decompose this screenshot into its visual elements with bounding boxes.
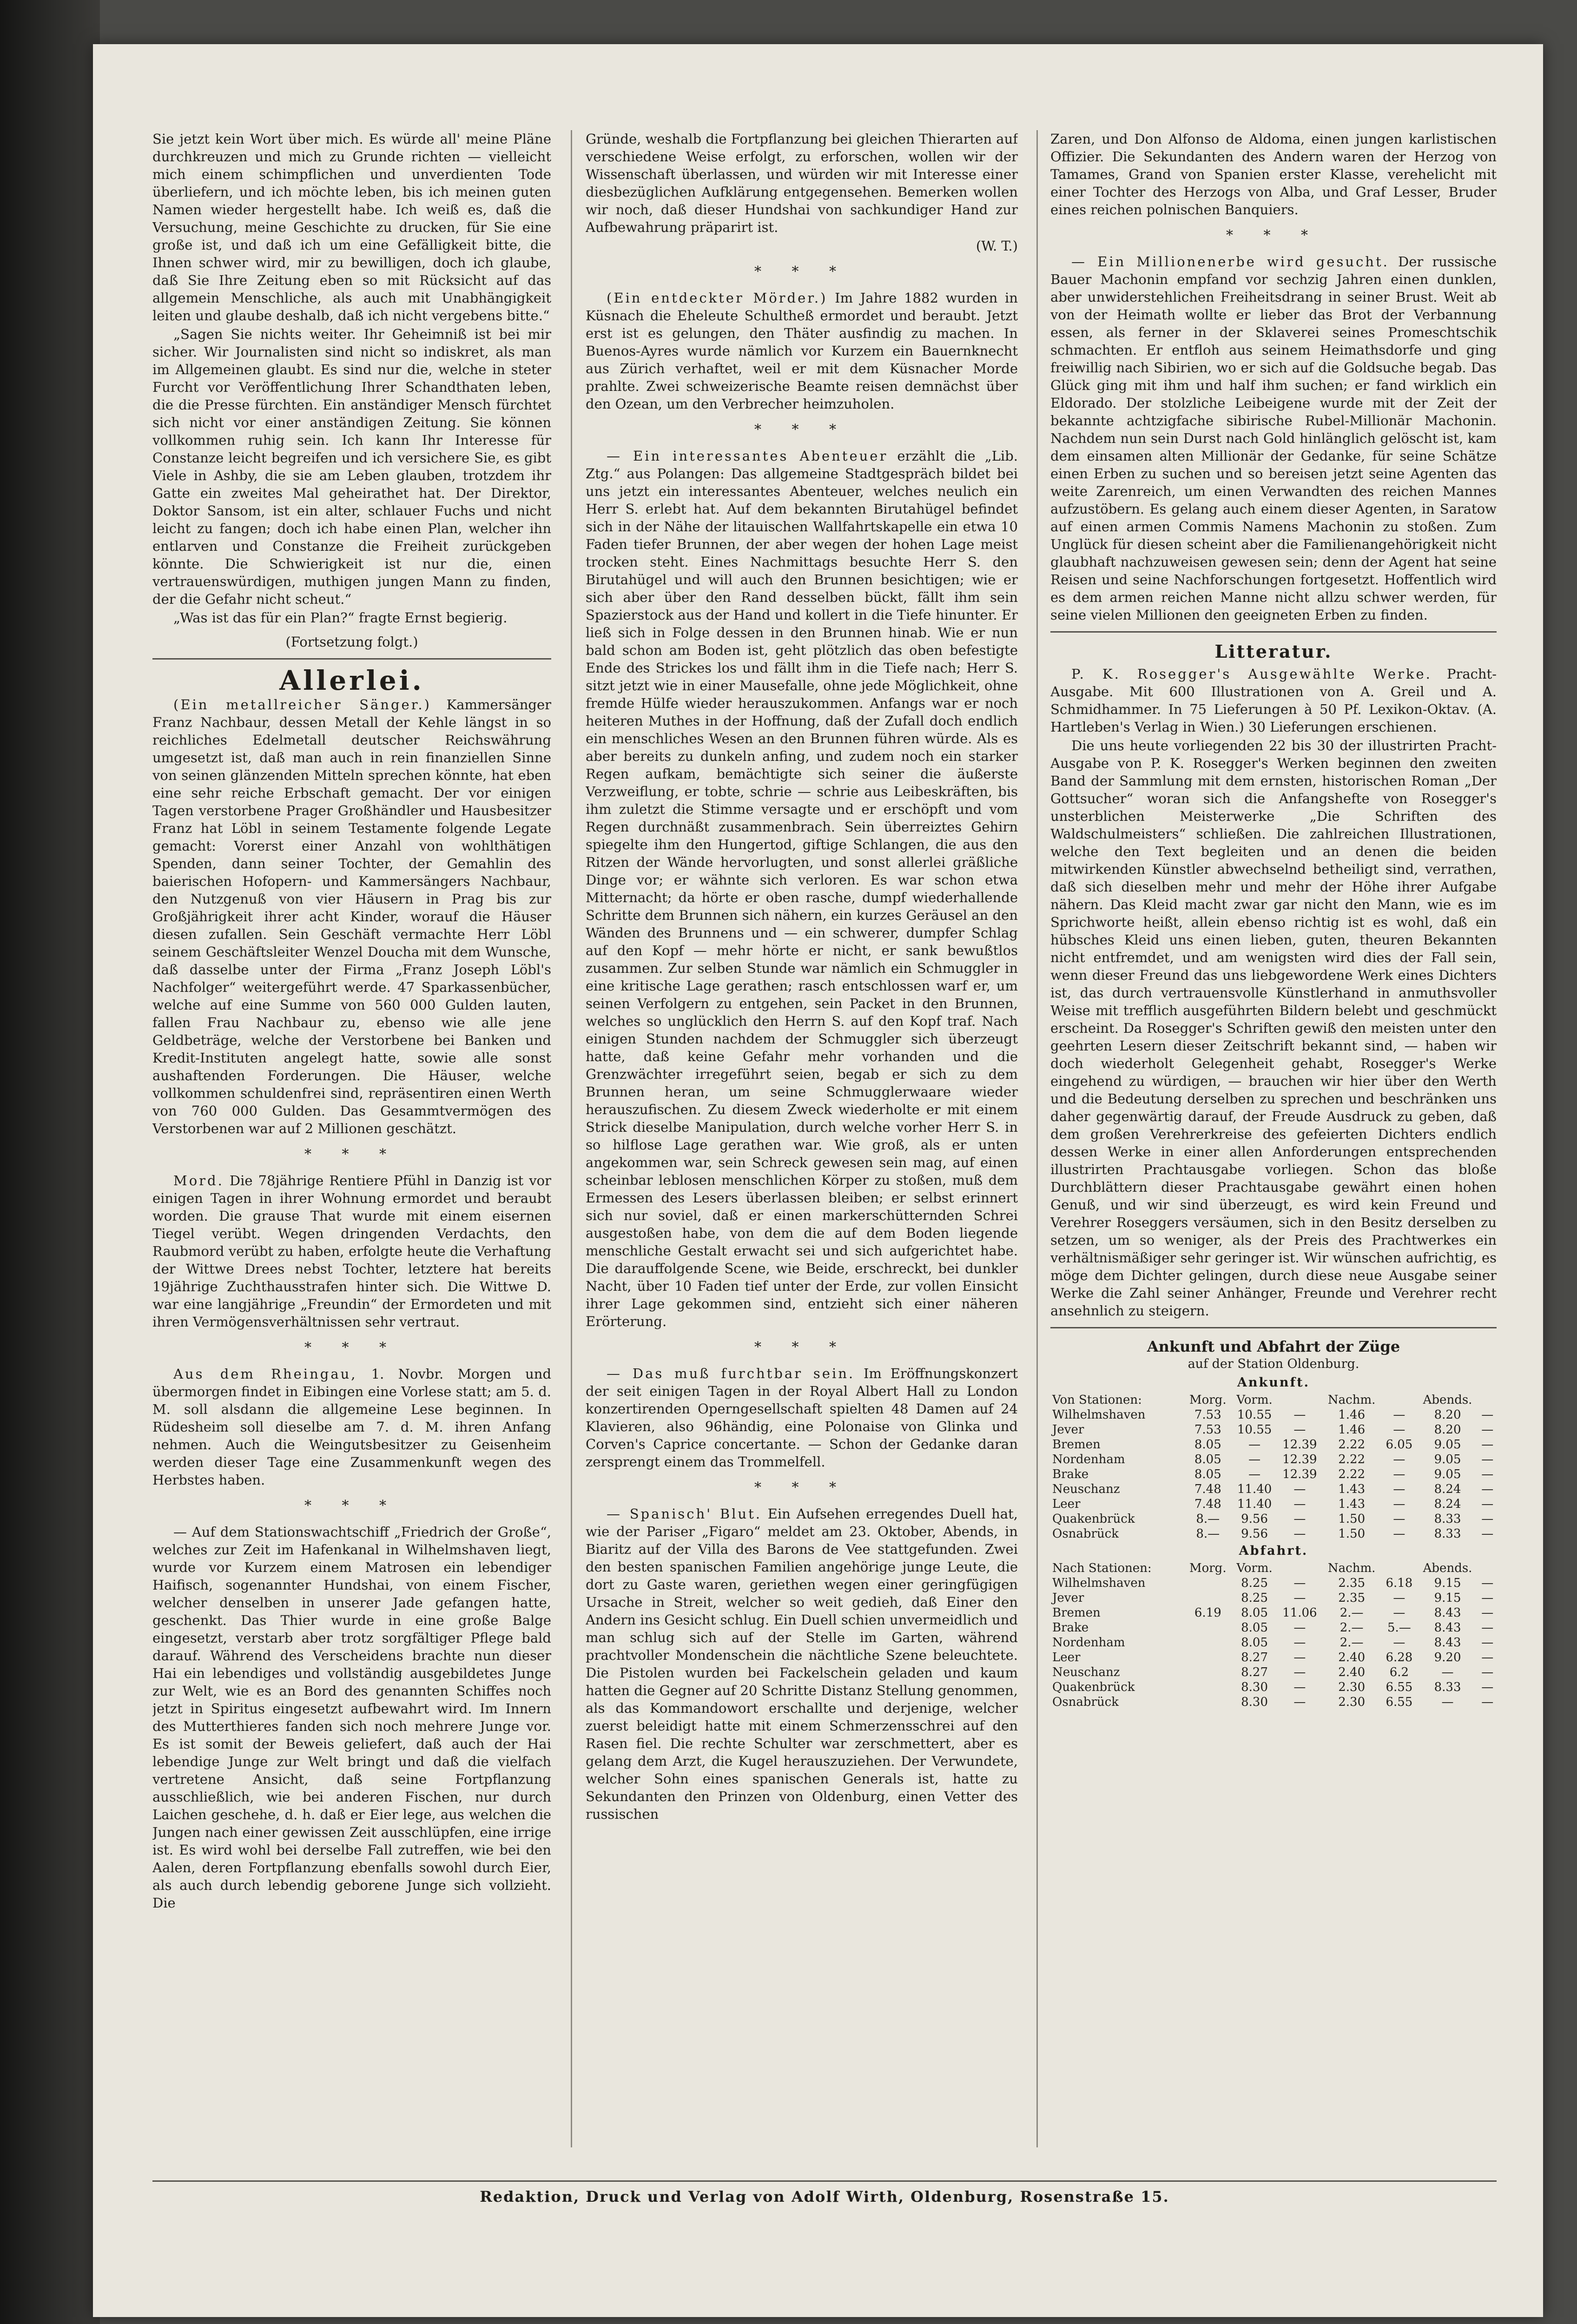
train-time: Morg.	[1189, 1561, 1227, 1575]
train-time: 8.05	[1194, 1467, 1221, 1481]
station-name: Leer	[1052, 1651, 1081, 1664]
train-time: 8.33	[1434, 1680, 1461, 1694]
train-time: 2.22	[1338, 1438, 1366, 1452]
article-headline: — Das muß furchtbar sein.	[607, 1366, 855, 1381]
train-time: —	[1481, 1438, 1494, 1452]
divider	[1050, 631, 1497, 633]
article-body: Im Eröffnungskonzert der seit einigen Tagen in der Royal Albert Hall zu London konzertirenden Operngesellschaft spielten 48 Damen auf 24 Klavieren, also 96händig, eine Polonaise von Glinka und Corven's Caprice concertante. — Schon der Gedanke daran zersprengt einem das Trommelfell.	[586, 1366, 1018, 1470]
train-time: 8.33	[1434, 1527, 1461, 1541]
train-time	[1184, 1695, 1232, 1710]
timetable-row	[1050, 1526, 1497, 1541]
station-name: Quakenbrück	[1052, 1680, 1135, 1694]
train-time: 2.—	[1339, 1636, 1364, 1650]
train-time: 6.05	[1386, 1438, 1413, 1452]
train-time: —	[1293, 1423, 1306, 1437]
train-time: —	[1293, 1651, 1306, 1664]
imprint-footer: Redaktion, Druck und Verlag von Adolf Wirth, Oldenburg, Rosenstraße 15.	[480, 2188, 1169, 2205]
train-time	[1478, 1393, 1497, 1407]
timetable-row	[1050, 1605, 1497, 1620]
train-time: —	[1293, 1497, 1306, 1511]
train-time	[1184, 1650, 1232, 1665]
station-name: Quakenbrück	[1052, 1512, 1135, 1526]
timetable-arrivals	[1050, 1393, 1497, 1541]
train-time: 2.35	[1338, 1591, 1366, 1605]
train-time	[1184, 1576, 1232, 1591]
train-time: —	[1293, 1576, 1306, 1590]
column-3	[1050, 130, 1497, 2175]
train-time: —	[1441, 1695, 1454, 1709]
timetable-row	[1050, 1650, 1497, 1665]
train-time: —	[1248, 1467, 1261, 1481]
train-time: 9.56	[1241, 1512, 1268, 1526]
train-time: 8.25	[1241, 1576, 1268, 1590]
article-headline: P. K. Rosegger's Ausgewählte Werke.	[1071, 666, 1432, 682]
timetable-departures-heading: Abfahrt.	[1239, 1544, 1308, 1558]
train-time: —	[1393, 1591, 1405, 1605]
train-time: 7.53	[1194, 1408, 1221, 1422]
train-time: 2.—	[1339, 1621, 1364, 1635]
train-time: —	[1481, 1576, 1494, 1590]
station-name: Neuschanz	[1052, 1482, 1120, 1496]
train-time: 6.55	[1386, 1695, 1413, 1709]
train-time: 8.27	[1241, 1651, 1268, 1664]
station-name: Wilhelmshaven	[1052, 1576, 1146, 1590]
separator-stars: * * *	[754, 422, 850, 438]
train-time: 2.35	[1338, 1576, 1366, 1590]
article-body: Pracht-Ausgabe. Mit 600 Illustrationen von A. Greil und A. Schmidhammer. In 75 Lieferungen à 50 Pf. Lexikon-Oktav. (A. Hartleben's Verlag in Wien.) 30 Lieferungen erschienen.	[1050, 666, 1497, 735]
train-time: —	[1393, 1423, 1405, 1437]
train-time: 7.53	[1194, 1423, 1221, 1437]
article-body: Im Jahre 1882 wurden in Küsnach die Eheleute Schultheß ermordet und beraubt. Jetzt erst ist es gelungen, den Thäter ausfindig zu machen. In Buenos-Ayres wurde nämlich vor Kurzem ein Bauernknecht aus Zürich verhaftet, weil er mit dem Küsnacher Morde prahlte. Zwei schweizerische Beamte reisen demnächst über den Ozean, um den Verbrecher heimzuholen.	[586, 290, 1018, 412]
train-time: —	[1293, 1695, 1306, 1709]
train-time: 9.15	[1434, 1591, 1461, 1605]
article-body: Kammersänger Franz Nachbaur, dessen Metall der Kehle längst in so reichliches Edelmetall deutscher Reichswährung umgesetzt ist, daß man auch in rein finanziellen Sinne von seinen glänzenden Mitteln sprechen könnte, hat eben eine sehr reiche Erbschaft gemacht. Der vor einigen Tagen verstorbene Prager Großhändler und Hausbesitzer Franz hat Löbl in seinem Testamente folgende Legate gemacht: Vorerst einer Anzahl von wohlthätigen Spenden, dann seiner Tochter, der Gemahlin des baierischen Hofopern- und Kammersängers Nachbaur, den Nutzgenuß von vier Häusern in Prag bis zur Großjährigkeit ihrer acht Kinder, worauf die Häuser diesen zufallen. Sein Geschäft vermachte Herr Löbl seinem Geschäftsleiter Wenzel Doucha mit dem Wunsche, daß dasselbe unter der Firma „Franz Joseph Löbl's Nachfolger“ weitergeführt werde. 47 Sparkassenbücher, welche auf eine Summe von 560 000 Gulden lauten, fallen Frau Nachbaur zu, ebenso wie alle jene Geldbeträge, welche der Verstorbene bei Banken und Kredit-Instituten angelegt hatte, sowie alle sonst aushaftenden Forderungen. Die Häuser, welche vollkommen schuldenfrei sind, repräsentiren einen Werth von 760 000 Gulden. Das Gesammtvermögen des Verstorbenen war auf 2 Millionen geschätzt.	[152, 697, 551, 1136]
train-time: 1.43	[1338, 1497, 1366, 1511]
footer-rule	[152, 2180, 1497, 2182]
train-time: —	[1293, 1665, 1306, 1679]
train-time: 8.05	[1241, 1636, 1268, 1650]
train-time: 8.—	[1196, 1527, 1220, 1541]
train-time: —	[1293, 1482, 1306, 1496]
train-time: 9.05	[1434, 1438, 1461, 1452]
timetable-row	[1050, 1467, 1497, 1482]
train-time: —	[1481, 1467, 1494, 1481]
train-time: 7.48	[1194, 1497, 1221, 1511]
train-time: —	[1393, 1606, 1405, 1620]
train-time	[1478, 1561, 1497, 1576]
train-time: 2.—	[1339, 1606, 1364, 1620]
train-time: 8.05	[1241, 1606, 1268, 1620]
train-time: 9.20	[1434, 1651, 1461, 1664]
column-2	[586, 130, 1018, 2175]
train-time: 1.50	[1338, 1512, 1366, 1526]
article-body: — Auf dem Stationswachtschiff „Friedrich der Große“, welches zur Zeit im Hafenkanal in Wilhelmshaven liegt, wurde vor Kurzem einem Matrosen ein lebendiger Haifisch, sogenannter Hundshai, von einem Fischer, welcher denselben in unserer Jade gefangen hatte, geschenkt. Das Thier wurde in eine große Balge eingesetzt, verstarb aber trotz sorgfältiger Pflege bald darauf. Während des Verscheidens brachte nun dieser Hai ein lebendiges und vollständig ausgebildetes Junge zur Welt, wie es an Bord des genannten Schiffes noch jetzt in Spiritus eingesetzt aufbewahrt wird. Im Innern des Mutterthieres fanden sich noch mehrere Junge vor. Es ist somit der Beweis geliefert, daß auch der Hai lebendige Junge zur Welt bringt und daß die vielfach vertretene Ansicht, daß seine Fortpflanzung ausschließlich, wie bei anderen Fischen, nur durch Laichen geschehe, d. h. daß er Eier lege, aus welchen die Jungen nach einer gewissen Zeit ausschlüpfen, eine irrige ist. Es wird wohl bei derselbe Fall zutreffen, wie bei den Aalen, deren Fortpflanzung ebenfalls sowohl durch Eier, als auch durch lebendig geborene Junge sich vollzieht. Die	[152, 1524, 551, 1911]
station-name: Leer	[1052, 1497, 1081, 1511]
train-time: —	[1293, 1680, 1306, 1694]
train-time	[1278, 1561, 1322, 1576]
train-time: —	[1481, 1665, 1494, 1679]
train-time: —	[1481, 1452, 1494, 1466]
train-time: 10.55	[1237, 1408, 1272, 1422]
timetable-row	[1050, 1620, 1497, 1635]
station-name: Osnabrück	[1052, 1527, 1119, 1541]
station-name: Bremen	[1052, 1438, 1101, 1452]
train-time	[1278, 1393, 1322, 1407]
separator-stars: * * *	[754, 264, 850, 280]
divider	[152, 658, 551, 660]
train-time: 8.05	[1194, 1438, 1221, 1452]
article-body: Gründe, weshalb die Fortpflanzung bei gleichen Thierarten auf verschiedene Weise erfolgt, zu erforschen, wollen wir der Wissenschaft überlassen, und würden wir mit Interesse einer diesbezüglichen Aufklärung entgegensehen. Bemerken wollen wir noch, daß dieser Hundshai von sachkundiger Hand zur Aufbewahrung präparirt ist.	[586, 131, 1018, 235]
train-time: 8.43	[1434, 1606, 1461, 1620]
train-time: 2.30	[1338, 1695, 1366, 1709]
train-time: —	[1481, 1408, 1494, 1422]
station-name: Osnabrück	[1052, 1695, 1119, 1709]
article-headline: — Ein interessantes Abenteuer	[607, 448, 888, 464]
timetable-title: Ankunft und Abfahrt der Züge	[1147, 1338, 1400, 1355]
train-time: Abends.	[1423, 1393, 1472, 1407]
train-time: 6.55	[1386, 1680, 1413, 1694]
station-name: Wilhelmshaven	[1052, 1408, 1146, 1422]
separator-stars: * * *	[304, 1146, 400, 1162]
station-name: Von Stationen:	[1052, 1393, 1142, 1407]
station-name: Brake	[1052, 1621, 1089, 1635]
train-time: —	[1293, 1621, 1306, 1635]
section-title-allerlei: Allerlei.	[279, 665, 424, 696]
section-title-litteratur: Litteratur.	[1214, 641, 1333, 662]
timetable-row	[1050, 1422, 1497, 1437]
article-headline: (Ein metallreicher Sänger.)	[173, 697, 431, 713]
train-time: —	[1293, 1512, 1306, 1526]
timetable-arrivals-heading: Ankunft.	[1237, 1375, 1310, 1390]
timetable-row	[1050, 1497, 1497, 1512]
train-time: 7.48	[1194, 1482, 1221, 1496]
train-time: —	[1393, 1636, 1405, 1650]
train-time: —	[1481, 1606, 1494, 1620]
train-time: Morg.	[1189, 1393, 1227, 1407]
article-headline: Mord.	[173, 1173, 224, 1188]
train-time: 8.20	[1434, 1408, 1461, 1422]
train-time: 8.20	[1434, 1423, 1461, 1437]
train-time	[1381, 1393, 1417, 1407]
timetable-row	[1050, 1680, 1497, 1695]
train-time: 8.30	[1241, 1695, 1268, 1709]
station-name: Nordenham	[1052, 1636, 1125, 1650]
article-body: erzählt die „Lib. Ztg.“ aus Polangen: Das allgemeine Stadtgespräch bildet bei uns jetzt ein interessantes Abenteuer, welches neulich ein Herr S. erlebt hat. Auf dem bekannten Birutahügel befindet sich in der Nähe der litauischen Wallfahrtskapelle ein etwa 10 Faden tiefer Brunnen, der aber wegen der hohen Lage meist trocken steht. Eines Nachmittags besuchte Herr S. den Birutahügel und will auch den Brunnen besichtigen; wie er sich aber über den Rand desselben bückt, fällt ihm sein Spazierstock aus der Hand und kollert in die Tiefe hinunter. Er ließ sich in Folge dessen in den Brunnen hinab. Wie er nun bald schon am Boden ist, geht plötzlich das oben befestigte Ende des Strickes los und fällt ihm in die Tiefe nach; Herr S. sitzt jetzt wie in einer Mausefalle, ohne jede Möglichkeit, ohne fremde Hülfe wieder herauszukommen. Anfangs war er noch heiteren Muthes in der Hoffnung, daß der Zufall doch endlich ein menschliches Wesen an den Brunnen führen würde. Als es aber bereits zu dunkeln anfing, und zudem noch ein starker Regen aufkam, bemächtigte sich seiner die äußerste Verzweiflung, er tobte, schrie — schrie aus Leibeskräften, bis ihm zuletzt die Stimme versagte und er erschöpft und vom Regen durchnäßt zusammenbrach. Sein überreiztes Gehirn spiegelte ihm den Hungertod, giftige Schlangen, die aus den Ritzen der Wände hervorlugten, und sonst allerlei gräßliche Dinge vor; er wähnte sich verloren. Es war schon etwa Mitternacht; da hörte er oben rasche, dumpf wiederhallende Schritte dem Brunnen sich nähern, ein kurzes Geräusel an den Wänden des Brunnens und — ein schwerer, dumpfer Schlag auf den Kopf — mehr hörte er nicht, er sank bewußtlos zusammen. Zur selben Stunde war nämlich ein Schmuggler in eine kritische Lage gerathen; rasch entschlossen warf er, um seinen Verfolgern zu entgehen, sein Packet in den Brunnen, welches so unglücklich den Herrn S. auf den Kopf traf. Nach einigen Stunden nachdem der Schmuggler sich überzeugt hatte, daß keine Gefahr mehr vorhanden und die Grenzwächter irregeführt seien, begab er sich zu dem Brunnen heran, um seine Schmugglerwaare wieder herauszufischen. Zu diesem Zweck wiederholte er mit einem Strick dieselbe Manipulation, durch welche vorher Herr S. in so hilflose Lage gerathen war. Wie groß, als er unten angekommen war, sein Schreck gewesen sein mag, auf einen scheinbar leblosen menschlichen Körper zu stoßen, muß dem Ermessen des Lesers überlassen bleiben; er selbst erinnert sich nur soviel, daß er einen markerschütternden Schrei ausgestoßen habe, von dem die auf dem Boden liegende menschliche Gestalt erwacht sei und sich aufgerichtet habe. Die darauffolgende Scene, wie Beide, erschreckt, bei dunkler Nacht, über 10 Faden tief unter der Erde, zur vollen Einsicht ihrer Lage gekommen sind, entzieht sich einer näheren Erörterung.	[586, 448, 1018, 1329]
train-time: —	[1481, 1423, 1494, 1437]
article-signature: (W. T.)	[976, 238, 1018, 254]
train-time: —	[1393, 1467, 1405, 1481]
train-time: —	[1393, 1527, 1405, 1541]
train-time: 1.43	[1338, 1482, 1366, 1496]
train-time: 8.43	[1434, 1621, 1461, 1635]
train-time: —	[1248, 1452, 1261, 1466]
timetable-row	[1050, 1407, 1497, 1422]
train-time: —	[1441, 1665, 1454, 1679]
timetable-header-row	[1050, 1393, 1497, 1407]
book-binding	[0, 0, 100, 2324]
station-name: Jever	[1052, 1591, 1084, 1605]
train-time: 9.15	[1434, 1576, 1461, 1590]
train-time: 6.19	[1194, 1606, 1221, 1620]
train-time: 2.40	[1338, 1665, 1366, 1679]
article-body: 1. Novbr. Morgen und übermorgen findet in Eibingen eine Vorlese statt; am 5. d. M. soll alsdann die allgemeine Lese beginnen. In Rüdesheim soll dieselbe am 7. d. M. ihren Anfang nehmen. Auch die Weingutsbesitzer zu Geisenheim werden dieser Tage eine Zusammenkunft wegen des Herbstes haben.	[152, 1366, 551, 1488]
article-headline: — Spanisch' Blut.	[607, 1506, 762, 1522]
train-time: Vorm.	[1236, 1561, 1273, 1575]
train-time: —	[1481, 1527, 1494, 1541]
train-time: —	[1393, 1452, 1405, 1466]
train-time: 9.05	[1434, 1452, 1461, 1466]
column-rule	[571, 130, 572, 2147]
train-time	[1184, 1635, 1232, 1650]
train-time: 12.39	[1282, 1438, 1317, 1452]
train-time: —	[1393, 1497, 1405, 1511]
station-name: Nordenham	[1052, 1452, 1125, 1466]
train-time: 2.22	[1338, 1452, 1366, 1466]
train-time: 9.05	[1434, 1467, 1461, 1481]
station-name: Brake	[1052, 1467, 1089, 1481]
timetable-row	[1050, 1482, 1497, 1497]
article-body: Ein Aufsehen erregendes Duell hat, wie der Pariser „Figaro“ meldet am 23. Oktober, Abends, in Biaritz auf der Villa des Barons de Vee stattgefunden. Zwei den besten spanischen Familien angehörige junge Leute, die dort zu Gaste waren, geriethen wegen einer geringfügigen Ursache in Streit, welcher so weit gedieh, daß Einer den Andern ins Gesicht schlug. Ein Duell schien unvermeidlich und man schlug sich auf der Stelle im Garten, während prachtvoller Mondenschein die nächtliche Szene beleuchtete. Die Pistolen wurden bei Fackelschein geladen und kaum hatten die Gegner auf 20 Schritte Distanz Stellung genommen, als das Kommandowort erschallte und derjenige, welcher zuerst beleidigt hatte mit einem Schmerzensschrei auf den Rasen fiel. Die rechte Schulter war zerschmettert, aber es gelang dem Arzt, die Kugel herauszuziehen. Der Verwundete, welcher Sohn eines spanischen Generals ist, hatte zu Sekundanten den Prinzen von Oldenburg, einen Vetter des russischen	[586, 1506, 1018, 1822]
train-time: —	[1481, 1695, 1494, 1709]
train-time: —	[1248, 1438, 1261, 1452]
separator-stars: * * *	[754, 1339, 850, 1355]
train-time: 12.39	[1282, 1467, 1317, 1481]
train-time: —	[1293, 1527, 1306, 1541]
timetable-departures	[1050, 1561, 1497, 1710]
train-time: Abends.	[1423, 1561, 1472, 1575]
train-time: Vorm.	[1236, 1393, 1273, 1407]
train-time: 5.—	[1387, 1621, 1411, 1635]
article-headline: (Ein entdeckter Mörder.)	[607, 290, 828, 306]
timetable-row	[1050, 1512, 1497, 1526]
train-time: —	[1481, 1651, 1494, 1664]
separator-stars: * * *	[754, 1479, 850, 1496]
station-name: Nach Stationen:	[1052, 1561, 1152, 1575]
separator-stars: * * *	[304, 1340, 400, 1356]
train-time: —	[1481, 1497, 1494, 1511]
train-time: Nachm.	[1327, 1393, 1376, 1407]
station-name: Bremen	[1052, 1606, 1101, 1620]
train-time: 10.55	[1237, 1423, 1272, 1437]
timetable-header-row	[1050, 1561, 1497, 1576]
train-time: 6.28	[1386, 1651, 1413, 1664]
column-rule	[1036, 130, 1038, 2147]
divider	[1050, 1327, 1497, 1328]
train-time: 8.24	[1434, 1482, 1461, 1496]
article-body: Zaren, und Don Alfonso de Aldoma, einen jungen karlistischen Offizier. Die Sekundanten des Andern waren der Herzog von Tamames, Grand von Spanien erster Klasse, verehelicht mit einer Tochter des Herzogs von Alba, und Graf Lesser, Bruder eines reichen polnischen Banquiers.	[1050, 131, 1497, 218]
train-time: 8.05	[1241, 1621, 1268, 1635]
article-body: Der russische Bauer Machonin empfand vor sechzig Jahren einen dunklen, aber unwiderstehlichen Freiheitsdrang in seiner Brust. Weit ab von der Heimath wollte er lieber das Brot der Verbannung essen, als ferner in der Sklaverei seines Promeschtschik schmachten. Er entfloh aus seinem Heimathsdorfe und ging freiwillig nach Sibirien, wo er sich auf die Goldsuche begab. Das Glück ging mit ihm und half ihm suchen; er fand wirklich ein Eldorado. Der stolzliche Leibeigene wurde mit der Zeit der bekannte achtzigfache sibirische Rubel-Millionär Machonin. Nachdem nun sein Durst nach Gold hinlänglich gelöscht ist, kam dem einsamen alten Millionär der Gedanke, für seine Schätze einen Erben zu suchen und so bereisen jetzt seine Agenten das weite Zarenreich, um einen Verwandten des reichen Mannes aufzustöbern. Es gelang auch einem dieser Agenten, in Saratow auf einen armen Commis Namens Machonin zu stoßen. Zum Unglück für diesen scheint aber die Familienangehörigkeit nicht glaubhaft nachzuweisen gewesen sein; denn der Agent hat seine Reisen und seine Nachforschungen fortgesetzt. Hoffentlich wird es dem armen reichen Manne nicht allzu schwer werden, für seine vielen Millionen den geeigneten Erben zu finden.	[1050, 254, 1497, 623]
train-time: 6.18	[1386, 1576, 1413, 1590]
train-time: 2.22	[1338, 1467, 1366, 1481]
separator-stars: * * *	[304, 1498, 400, 1514]
timetable-subtitle: auf der Station Oldenburg.	[1188, 1357, 1359, 1371]
timetable-row	[1050, 1452, 1497, 1467]
story-paragraph: „Was ist das für ein Plan?“ fragte Ernst begierig.	[173, 610, 508, 626]
train-time	[1381, 1561, 1417, 1576]
train-time: —	[1481, 1621, 1494, 1635]
timetable-row	[1050, 1591, 1497, 1605]
train-time	[1184, 1591, 1232, 1605]
train-time: 8.—	[1196, 1512, 1220, 1526]
train-time: 8.05	[1194, 1452, 1221, 1466]
train-time: 1.46	[1338, 1423, 1366, 1437]
train-time: —	[1293, 1591, 1306, 1605]
train-time: —	[1393, 1408, 1405, 1422]
train-time: 8.30	[1241, 1680, 1268, 1694]
train-time: 8.24	[1434, 1497, 1461, 1511]
train-time: —	[1481, 1482, 1494, 1496]
newspaper-page	[93, 44, 1543, 2317]
timetable-row	[1050, 1437, 1497, 1452]
article-body: Die 78jährige Rentiere Pfühl in Danzig ist vor einigen Tagen in ihrer Wohnung ermordet und beraubt worden. Die grause That wurde mit einem eisernen Tiegel verübt. Wegen dringenden Verdachts, den Raubmord verübt zu haben, erfolgte heute die Verhaftung der Wittwe Drees nebst Tochter, letztere hat bereits 19jährige Zuchthausstrafen hinter sich. Die Wittwe D. war eine langjährige „Freundin“ der Ermordeten und mit ihren Vermögensverhältnissen sehr vertraut.	[152, 1173, 551, 1330]
train-time: Nachm.	[1327, 1561, 1376, 1575]
train-time	[1184, 1665, 1232, 1680]
station-name: Jever	[1052, 1423, 1084, 1437]
timetable-row	[1050, 1695, 1497, 1710]
train-time: 11.40	[1237, 1497, 1272, 1511]
train-time: 9.56	[1241, 1527, 1268, 1541]
train-time: —	[1393, 1482, 1405, 1496]
station-name: Neuschanz	[1052, 1665, 1120, 1679]
train-time: 11.40	[1237, 1482, 1272, 1496]
train-time: 8.43	[1434, 1636, 1461, 1650]
train-time: 8.27	[1241, 1665, 1268, 1679]
train-time: 2.40	[1338, 1651, 1366, 1664]
train-time	[1184, 1620, 1232, 1635]
train-time: 8.25	[1241, 1591, 1268, 1605]
train-time: 1.46	[1338, 1408, 1366, 1422]
train-time: 1.50	[1338, 1527, 1366, 1541]
train-time: —	[1481, 1680, 1494, 1694]
train-time: 12.39	[1282, 1452, 1317, 1466]
train-time: —	[1481, 1636, 1494, 1650]
train-time: —	[1293, 1408, 1306, 1422]
train-time: —	[1393, 1512, 1405, 1526]
train-time: —	[1293, 1636, 1306, 1650]
story-paragraph: „Sagen Sie nichts weiter. Ihr Geheimniß ist bei mir sicher. Wir Journalisten sind nicht so indiskret, als man im Allgemeinen glaubt. Es sind nur die, welche in steter Furcht vor Veröffentlichung Ihrer Schandthaten leben, die die Presse fürchten. Ein anständiger Mensch fürchtet sich nicht vor einer anständigen Zeitung. Sie können vollkommen ruhig sein. Ich kann Ihr Interesse für Constanze leicht begreifen und ich versichere Sie, es gibt Viele in Ashby, die sie am Leben glauben, trotzdem ihr Gatte ein zweites Mal geheirathet hat. Der Direktor, Doktor Sansom, ist ein alter, schlauer Fuchs und nicht leicht zu fangen; doch ich habe einen Plan, welcher ihn entlarven und Constanze die Freiheit zurückgeben könnte. Die Schwierigkeit ist nur die, einen vertrauenswürdigen, muthigen jungen Mann zu finden, der die Gefahr nicht scheut.“	[152, 326, 551, 607]
train-time: 11.06	[1282, 1606, 1317, 1620]
train-time: —	[1481, 1591, 1494, 1605]
article-headline: Aus dem Rheingau,	[173, 1366, 357, 1382]
separator-stars: * * *	[1226, 227, 1321, 244]
train-time	[1184, 1680, 1232, 1695]
continuation-note: (Fortsetzung folgt.)	[285, 634, 418, 650]
train-time: 6.2	[1389, 1665, 1409, 1679]
article-headline: — Ein Millionenerbe wird gesucht.	[1071, 254, 1389, 270]
timetable-row	[1050, 1635, 1497, 1650]
story-paragraph: Sie jetzt kein Wort über mich. Es würde all' meine Pläne durchkreuzen und mich zu Grunde richten — vielleicht mich einem schimpflichen und unverdienten Tode überliefern, und ich möchte leben, bis ich meinen guten Namen wieder hergestellt habe. Ich weiß es, daß die Versuchung, meine Geschichte zu drucken, für Sie eine große ist, und daß ich um eine Gefälligkeit bitte, die Ihnen schwer wird, mir zu bewilligen, doch ich glaube, daß Sie Ihre Zeitung eben so mit Rücksicht auf das allgemein Menschliche, als auch mit Unabhängigkeit leiten und glaube deshalb, daß ich nicht vergebens bitte.“	[152, 131, 551, 324]
column-1	[152, 130, 551, 2175]
train-time: —	[1481, 1512, 1494, 1526]
article-body: Die uns heute vorliegenden 22 bis 30 der illustrirten Pracht-Ausgabe von P. K. Rosegger's Werken beginnen den zweiten Band der Sammlung mit dem ernsten, historischen Roman „Der Gottsucher“ woran sich die Anfangshefte von Rosegger's unsterblichen Meisterwerke „Die Schriften des Waldschulmeisters“ schließen. Die zahlreichen Illustrationen, welche den Text begleiten und an denen die beiden mitwirkenden Künstler abwechselnd betheiligt sind, verrathen, daß sich dieselben mehr und mehr der Höhe ihrer Aufgabe nähern. Das Kleid macht zwar gar nicht den Mann, wie es im Sprichworte heißt, allein ebenso richtig ist es wohl, daß ein hübsches Kleid uns einen lieben, guten, theuren Bekannten nicht entfremdet, und am wenigsten wird dies der Fall sein, wenn dieser Freund das uns liebgewordene Werk eines Dichters ist, das durch vertrauensvolle Künstlerhand in anmuthsvoller Weise mit trefflich ausgeführten Bildern belebt und geschmückt erscheint. Da Rosegger's Schriften gewiß den meisten unter den geehrten Lesern dieser Zeitschrift bekannt sind, — haben wir doch wiederholt Gelegenheit gehabt, Rosegger's Werke eingehend zu würdigen, — brauchen wir hier über den Werth und die Bedeutung derselben zu sprechen und beschränken uns daher gegenwärtig darauf, der Freude Ausdruck zu geben, daß dem großen Verehrerkreise des gefeierten Dichters endlich dessen Werke in einer allen Anforderungen entsprechenden illustrirten Prachtausgabe vorliegen. Schon das bloße Durchblättern dieser Prachtausgabe gewährt einen hohen Genuß, und wir sind überzeugt, es wird kein Freund und Verehrer Roseggers versäumen, sich in den Besitz derselben zu setzen, um so weniger, als der Preis des Prachtwerkes ein verhältnismäßiger sehr geringer ist. Wir wünschen aufrichtig, es möge dem Dichter gelingen, durch diese neue Ausgabe seiner Werke die Zahl seiner Anhänger, Freunde und Verehrer recht ansehnlich zu steigern.	[1050, 738, 1497, 1319]
timetable-row	[1050, 1665, 1497, 1680]
timetable-row	[1050, 1576, 1497, 1591]
train-time: 2.30	[1338, 1680, 1366, 1694]
train-time: 8.33	[1434, 1512, 1461, 1526]
